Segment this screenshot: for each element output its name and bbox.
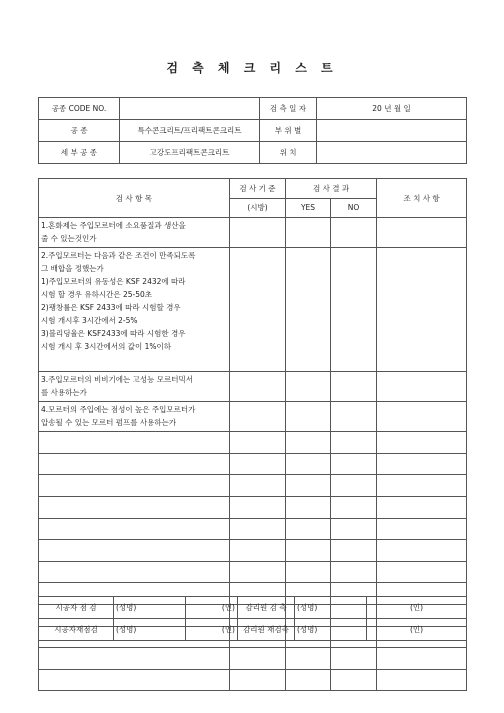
standard-cell[interactable] bbox=[230, 402, 286, 432]
yes-cell[interactable] bbox=[286, 475, 331, 497]
checklist-item-line: 2)팽창률은 KSF 2433에 따라 시험할 경우 bbox=[41, 303, 181, 313]
checklist-item-line: 3.주입모르터의 비비기에는 고성능 모르터믹서 bbox=[41, 375, 193, 385]
no-cell[interactable] bbox=[331, 453, 377, 475]
supervisor-name-field[interactable]: (성명) bbox=[295, 597, 367, 619]
action-cell[interactable] bbox=[377, 453, 467, 475]
yes-cell[interactable] bbox=[286, 432, 331, 454]
inspection-date-label: 검 측 일 자 bbox=[260, 98, 317, 120]
standard-cell[interactable] bbox=[230, 218, 286, 248]
position-label: 위 치 bbox=[260, 142, 317, 164]
location-label: 부 위 별 bbox=[260, 120, 317, 142]
checklist-item-text bbox=[39, 432, 230, 454]
project-code-value[interactable] bbox=[120, 98, 260, 120]
yes-cell[interactable] bbox=[286, 561, 331, 583]
standard-cell[interactable] bbox=[230, 648, 286, 670]
checklist-blank-row bbox=[39, 648, 467, 670]
yes-cell[interactable] bbox=[286, 372, 331, 402]
action-cell[interactable] bbox=[377, 218, 467, 248]
yes-cell[interactable] bbox=[286, 540, 331, 562]
action-cell[interactable] bbox=[377, 372, 467, 402]
yes-cell[interactable] bbox=[286, 496, 331, 518]
contractor-check-label: 시공자 점 검 bbox=[39, 597, 114, 619]
checklist-item-line: 시험 개시 후 3시간에서의 값이 1%이하 bbox=[41, 342, 172, 352]
col-action-header: 조 치 사 항 bbox=[377, 179, 467, 218]
document-title: 검 측 체 크 리 스 트 bbox=[166, 61, 338, 75]
no-cell[interactable] bbox=[331, 475, 377, 497]
yes-cell[interactable] bbox=[286, 218, 331, 248]
action-cell[interactable] bbox=[377, 496, 467, 518]
checklist-item-line: 그 배합을 정했는가 bbox=[41, 264, 104, 274]
col-result-header: 검 사 결 과 bbox=[286, 179, 377, 199]
checklist-item-line: 시험 개시후 3시간에서 2-5% bbox=[41, 316, 138, 326]
no-cell[interactable] bbox=[331, 496, 377, 518]
contractor-recheck-label: 시공자재점검 bbox=[39, 619, 114, 641]
header-table bbox=[38, 97, 467, 164]
checklist-blank-row bbox=[39, 432, 467, 454]
checklist-item-text bbox=[39, 561, 230, 583]
checklist-item-text bbox=[39, 669, 230, 691]
checklist-blank-row bbox=[39, 453, 467, 475]
yes-cell[interactable] bbox=[286, 248, 331, 372]
checklist-item-text bbox=[39, 648, 230, 670]
action-cell[interactable] bbox=[377, 648, 467, 670]
work-type-value[interactable]: 특수콘크리트/프리팩트콘크리트 bbox=[120, 120, 260, 142]
checklist-item-text bbox=[39, 496, 230, 518]
action-cell[interactable] bbox=[377, 248, 467, 372]
checklist-item-row bbox=[39, 402, 467, 432]
standard-cell[interactable] bbox=[230, 561, 286, 583]
checklist-item-row bbox=[39, 372, 467, 402]
contractor-seal-field[interactable]: (인) bbox=[186, 597, 238, 619]
work-type-label: 공 종 bbox=[39, 120, 120, 142]
yes-cell[interactable] bbox=[286, 648, 331, 670]
col-standard-header: 검 사 기 준 bbox=[230, 179, 286, 199]
detail-work-label: 세 부 공 종 bbox=[39, 142, 120, 164]
no-cell[interactable] bbox=[331, 518, 377, 540]
supervisor-reinspection-name-field[interactable]: (성명) bbox=[295, 619, 367, 641]
no-cell[interactable] bbox=[331, 561, 377, 583]
checklist-item-line: 2.주입모르터는 다음과 같은 조건이 만족되도록 bbox=[41, 251, 196, 261]
standard-cell[interactable] bbox=[230, 248, 286, 372]
col-yes-header: YES bbox=[286, 198, 331, 218]
checklist-item-line: 줄 수 있는것인가 bbox=[41, 234, 97, 244]
action-cell[interactable] bbox=[377, 475, 467, 497]
standard-cell[interactable] bbox=[230, 372, 286, 402]
yes-cell[interactable] bbox=[286, 518, 331, 540]
col-item-header: 검 사 항 목 bbox=[39, 179, 230, 218]
checklist-item-text bbox=[39, 453, 230, 475]
no-cell[interactable] bbox=[331, 648, 377, 670]
supervisor-reinspection-seal-field[interactable]: (인) bbox=[367, 619, 467, 641]
col-standard-sub-header: (시방) bbox=[230, 198, 286, 218]
checklist-blank-row bbox=[39, 518, 467, 540]
checklist-item-row bbox=[39, 248, 467, 372]
contractor-name-field[interactable]: (성명) bbox=[114, 597, 186, 619]
standard-cell[interactable] bbox=[230, 432, 286, 454]
inspection-date-value[interactable]: 20 년 월 일 bbox=[317, 98, 467, 120]
action-cell[interactable] bbox=[377, 540, 467, 562]
detail-work-value[interactable]: 고강도프리팩트콘크리트 bbox=[120, 142, 260, 164]
checklist-blank-row bbox=[39, 540, 467, 562]
checklist-item-line: 압송될 수 있는 모르터 펌프를 사용하는가 bbox=[41, 418, 177, 428]
yes-cell[interactable] bbox=[286, 669, 331, 691]
action-cell[interactable] bbox=[377, 432, 467, 454]
checklist-blank-row bbox=[39, 669, 467, 691]
contractor-recheck-seal-field[interactable]: (인) bbox=[186, 619, 238, 641]
action-cell[interactable] bbox=[377, 518, 467, 540]
no-cell[interactable] bbox=[331, 248, 377, 372]
checklist-blank-row bbox=[39, 561, 467, 583]
col-no-header: NO bbox=[331, 198, 377, 218]
location-value[interactable] bbox=[317, 120, 467, 142]
action-cell[interactable] bbox=[377, 669, 467, 691]
action-cell[interactable] bbox=[377, 561, 467, 583]
supervisor-inspection-label: 감리원 검 측 bbox=[238, 597, 295, 619]
no-cell[interactable] bbox=[331, 669, 377, 691]
checklist-item-text bbox=[39, 218, 230, 248]
checklist-blank-row bbox=[39, 475, 467, 497]
checklist-item-line: 1.혼화제는 주입모르터에 소요품질과 생산을 bbox=[41, 221, 186, 231]
standard-cell[interactable] bbox=[230, 453, 286, 475]
action-cell[interactable] bbox=[377, 402, 467, 432]
supervisor-seal-field[interactable]: (인) bbox=[367, 597, 467, 619]
standard-cell[interactable] bbox=[230, 496, 286, 518]
checklist-item-line: 1)주입모르터의 유동성은 KSF 2432에 따라 bbox=[41, 277, 186, 287]
yes-cell[interactable] bbox=[286, 402, 331, 432]
standard-cell[interactable] bbox=[230, 518, 286, 540]
checklist-blank-row bbox=[39, 496, 467, 518]
position-value[interactable] bbox=[317, 142, 467, 164]
project-code-label: 공종 CODE NO. bbox=[39, 98, 120, 120]
checklist-item-line: 4.모르터의 주입에는 점성이 높은 주입모르터가 bbox=[41, 405, 196, 415]
yes-cell[interactable] bbox=[286, 453, 331, 475]
checklist-item-text bbox=[39, 402, 230, 432]
contractor-recheck-name-field[interactable]: (성명) bbox=[114, 619, 186, 641]
no-cell[interactable] bbox=[331, 540, 377, 562]
supervisor-reinspection-label: 감리원 재검측 bbox=[238, 619, 295, 641]
standard-cell[interactable] bbox=[230, 540, 286, 562]
checklist-item-line: 를 사용하는가 bbox=[41, 388, 87, 398]
checklist-item-text bbox=[39, 475, 230, 497]
standard-cell[interactable] bbox=[230, 669, 286, 691]
signature-table bbox=[38, 596, 467, 641]
checklist-item-line: 시험 할 경우 유하시간은 25-50초 bbox=[41, 290, 153, 300]
checklist-item-row bbox=[39, 218, 467, 248]
no-cell[interactable] bbox=[331, 372, 377, 402]
standard-cell[interactable] bbox=[230, 475, 286, 497]
checklist-item-line: 3)블리딩율은 KSF2433에 따라 시험한 경우 bbox=[41, 329, 186, 339]
no-cell[interactable] bbox=[331, 218, 377, 248]
checklist-item-text bbox=[39, 372, 230, 402]
checklist-item-text bbox=[39, 248, 230, 372]
checklist-item-text bbox=[39, 518, 230, 540]
no-cell[interactable] bbox=[331, 432, 377, 454]
no-cell[interactable] bbox=[331, 402, 377, 432]
checklist-item-text bbox=[39, 540, 230, 562]
